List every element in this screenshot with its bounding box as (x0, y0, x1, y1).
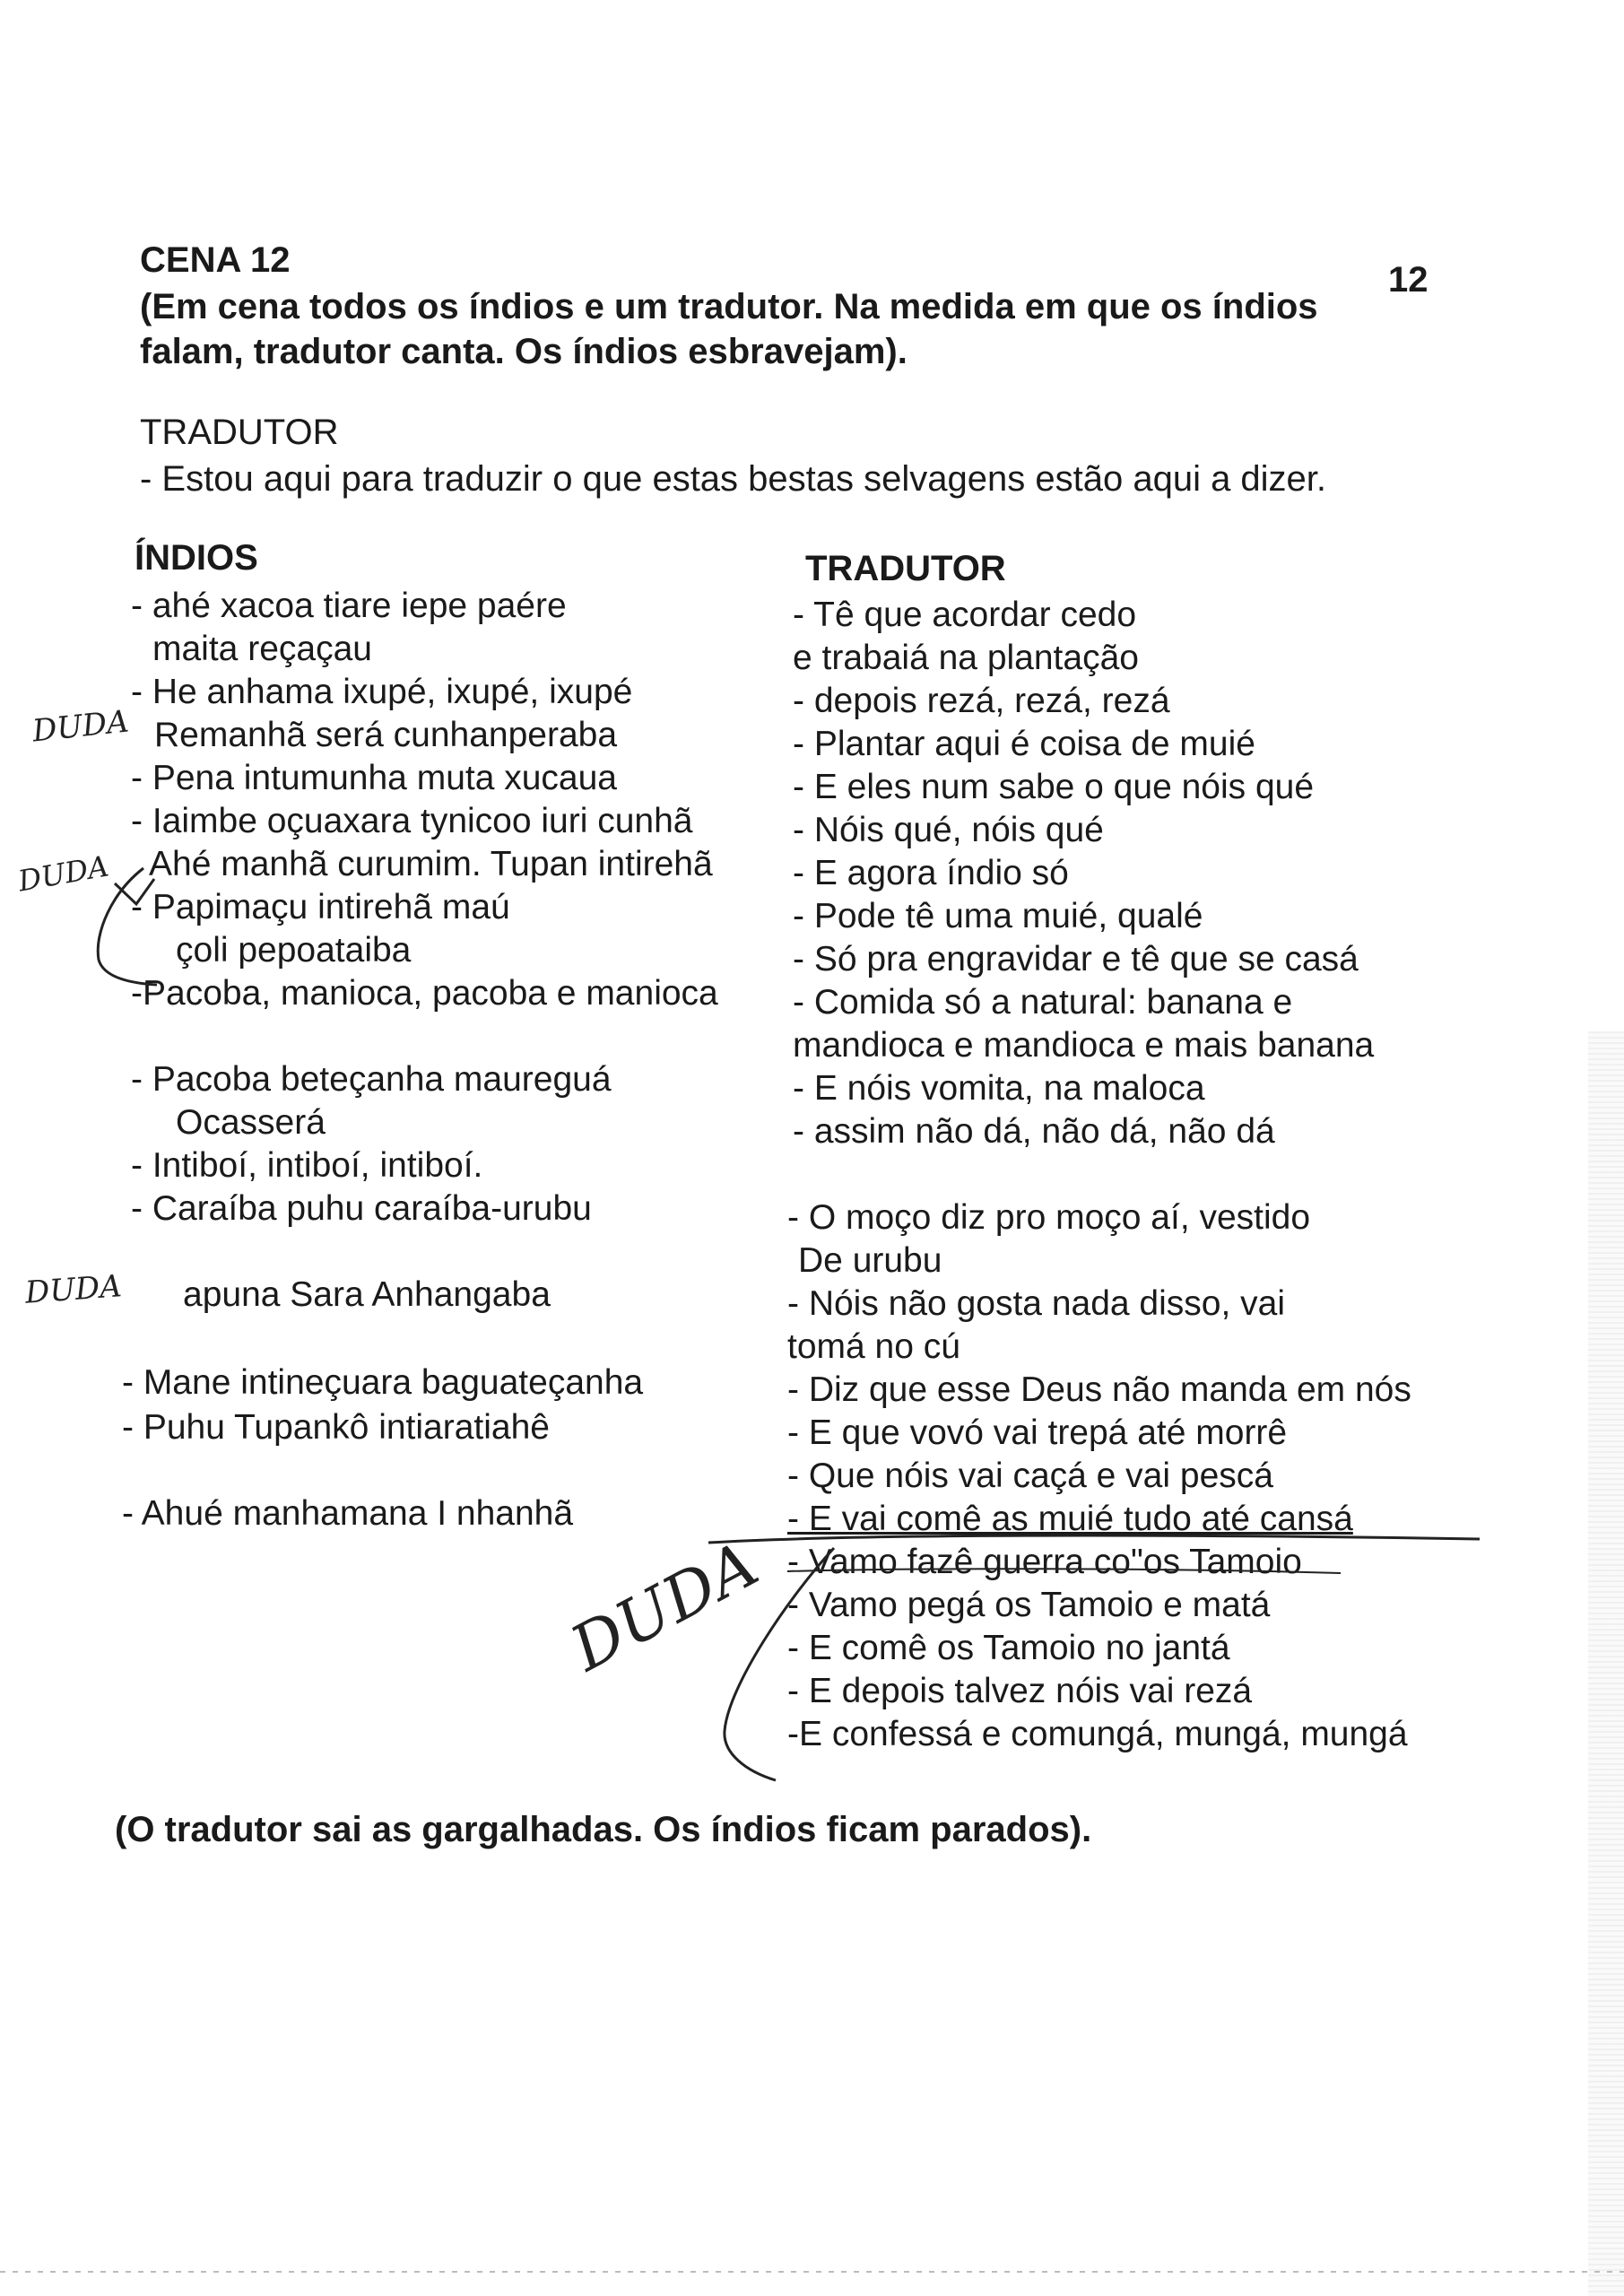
tradutor-line: mandioca e mandioca e mais banana (793, 1026, 1375, 1065)
indios-line: - Intiboí, intiboí, intiboí. (131, 1146, 483, 1185)
tradutor-line: - E eles num sabe o que nóis qué (793, 768, 1315, 806)
tradutor-speaker: TRADUTOR (805, 549, 1006, 588)
tradutor-line: - Só pra engravidar e tê que se casá (793, 940, 1359, 978)
tradutor-line: - Diz que esse Deus não manda em nós (787, 1370, 1411, 1409)
indios-line: - Mane intineçuara baguateçanha (122, 1363, 644, 1402)
tradutor-line: - E comê os Tamoio no jantá (787, 1629, 1230, 1667)
indios-line: çoli pepoataiba (176, 931, 412, 970)
tradutor-line: - Tê que acordar cedo (793, 596, 1137, 634)
tradutor-line: - Vamo pegá os Tamoio e matá (787, 1586, 1271, 1624)
indios-line: Remanhã será cunhanperaba (154, 716, 618, 754)
tradutor-line: - E depois talvez nóis vai rezá (787, 1672, 1253, 1710)
scene-title: CENA 12 (140, 240, 291, 280)
tradutor-line: - E agora índio só (793, 854, 1069, 892)
scan-edge-noise (1588, 1031, 1624, 2296)
tradutor-line: - Plantar aqui é coisa de muié (793, 725, 1255, 763)
stage-direction-open-line-2: falam, tradutor canta. Os índios esbravejam). (140, 332, 908, 371)
handwritten-duda-1: DUDA (30, 703, 131, 750)
tradutor-line: - depois rezá, rezá, rezá (793, 682, 1170, 720)
tradutor-line: - Que nóis vai caçá e vai pescá (787, 1457, 1273, 1495)
indios-line: - Papimaçu intirehã maú (131, 888, 510, 926)
tradutor-line: - E que vovó vai trepá até morrê (787, 1413, 1288, 1452)
tradutor-line: - E nóis vomita, na maloca (793, 1069, 1205, 1108)
tradutor-line: - O moço diz pro moço aí, vestido (787, 1198, 1311, 1237)
stage-direction-close: (O tradutor sai as gargalhadas. Os índios ficam parados). (115, 1810, 1092, 1849)
stage-direction-open-line-1: (Em cena todos os índios e um tradutor. Na medida em que os índios (140, 287, 1318, 326)
tradutor-intro-speaker: TRADUTOR (140, 413, 339, 452)
indios-line: - He anhama ixupé, ixupé, ixupé (131, 673, 633, 711)
tradutor-line: - Comida só a natural: banana e (793, 983, 1293, 1022)
indios-line: apuna Sara Anhangaba (183, 1275, 551, 1314)
tradutor-line: De urubu (798, 1241, 942, 1280)
indios-line: - Pacoba beteçanha maureguá (131, 1060, 612, 1099)
tradutor-line: -E confessá e comungá, mungá, mungá (787, 1715, 1408, 1753)
page-number: 12 (1388, 260, 1429, 300)
tradutor-line: - Pode tê uma muié, qualé (793, 897, 1203, 935)
handwritten-duda-2: DUDA (15, 848, 111, 899)
scan-bottom-line (0, 2271, 1624, 2273)
indios-line: - Iaimbe oçuaxara tynicoo iuri cunhã (131, 802, 693, 840)
tradutor-line: - Nóis qué, nóis qué (793, 811, 1104, 849)
indios-line: maita reçaçau (152, 630, 372, 668)
indios-speaker: ÍNDIOS (135, 538, 258, 578)
tradutor-line: - Vamo fazê guerra co"os Tamoio (787, 1543, 1302, 1581)
tradutor-intro-line: - Estou aqui para traduzir o que estas bestas selvagens estão aqui a dizer. (140, 459, 1327, 499)
indios-line: - Caraíba puhu caraíba-urubu (131, 1189, 592, 1228)
tradutor-line: - E vai comê as muié tudo até cansá (787, 1500, 1353, 1538)
indios-line: - Puhu Tupankô intiaratiahê (122, 1408, 550, 1447)
indios-line: - Pena intumunha muta xucaua (131, 759, 618, 797)
handwritten-duda-4: DUDA (559, 1526, 770, 1686)
handwritten-duda-3: DUDA (23, 1268, 123, 1311)
indios-line: - Ahué manhamana I nhanhã (122, 1494, 574, 1533)
tradutor-line: - assim não dá, não dá, não dá (793, 1112, 1275, 1151)
tradutor-line: tomá no cú (787, 1327, 960, 1366)
tradutor-line: e trabaiá na plantação (793, 639, 1139, 677)
indios-line: -Pacoba, manioca, pacoba e manioca (131, 974, 718, 1013)
indios-line: Ahé manhã curumim. Tupan intirehã (149, 845, 713, 883)
tradutor-line: - Nóis não gosta nada disso, vai (787, 1284, 1285, 1323)
indios-line: - ahé xacoa tiare iepe paére (131, 587, 567, 625)
indios-line: Ocasserá (176, 1103, 326, 1142)
